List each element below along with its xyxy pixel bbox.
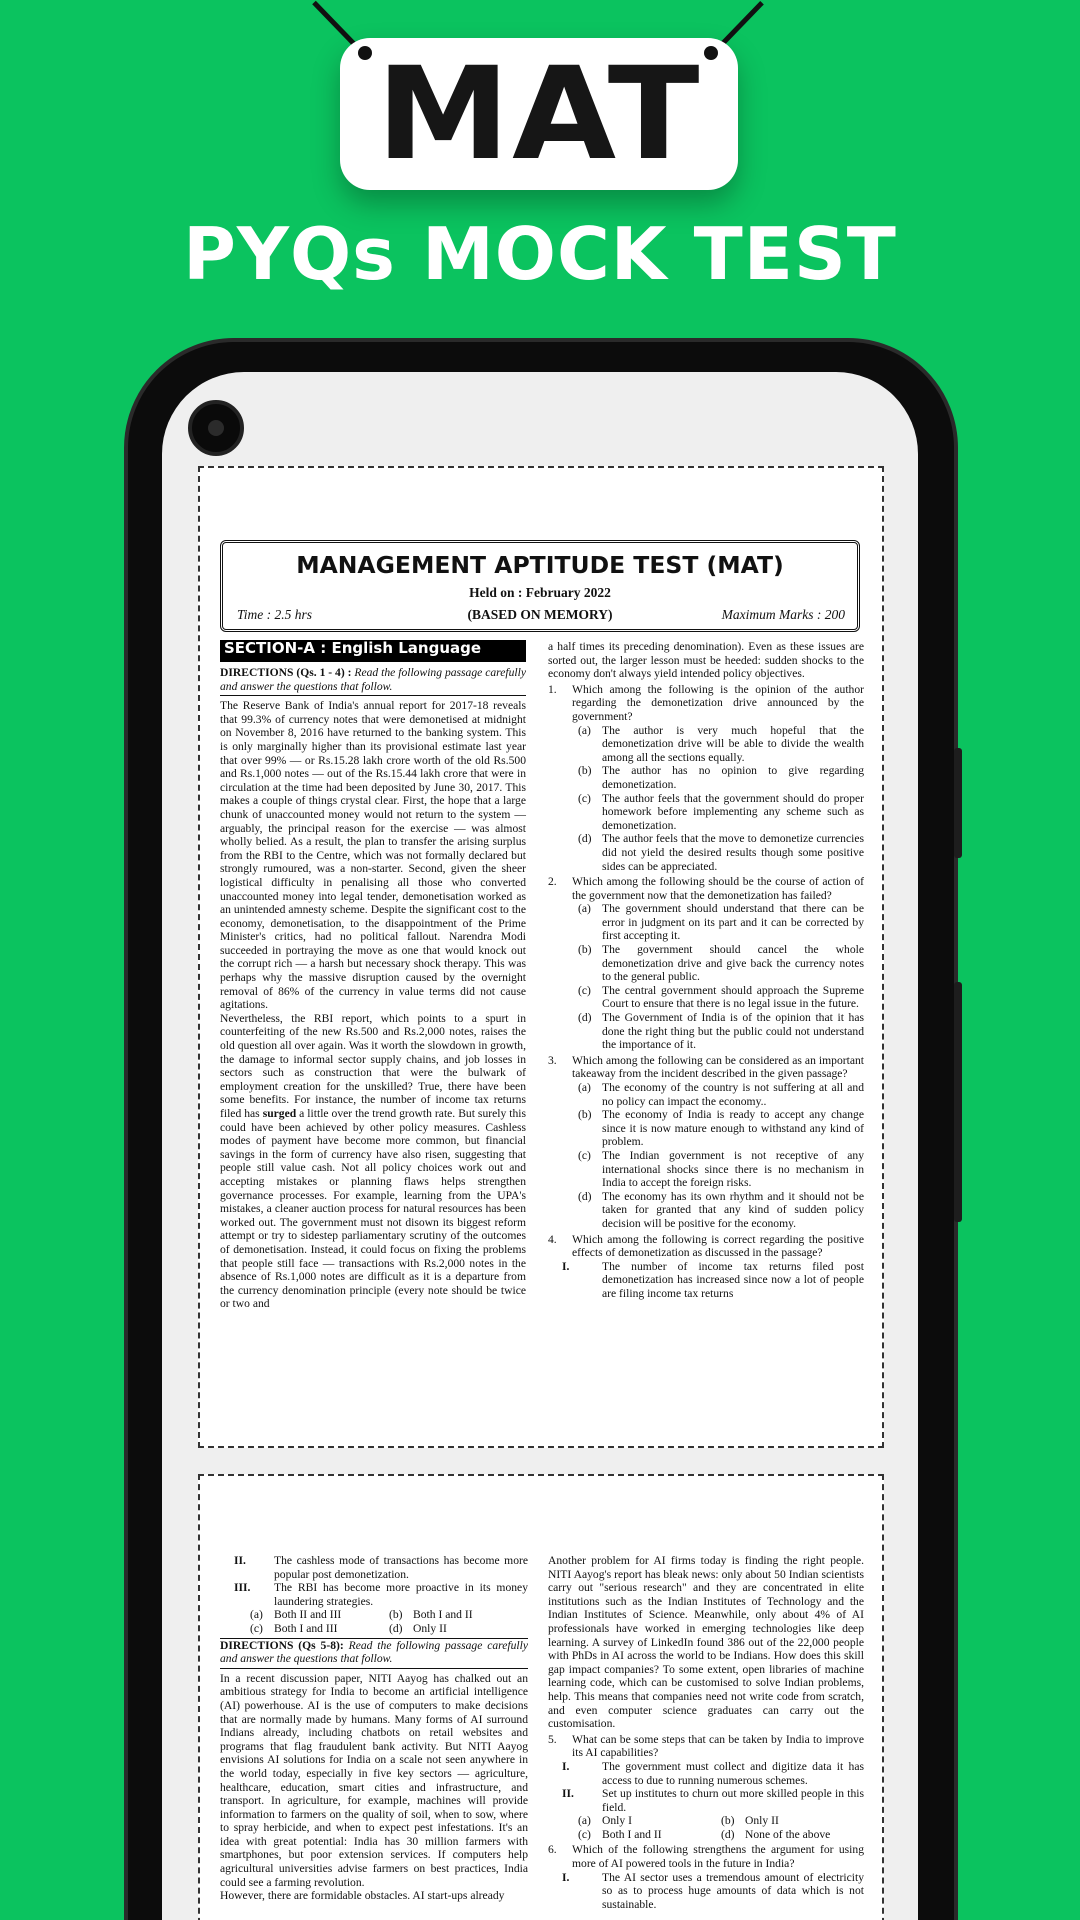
page2-left-column	[220, 1554, 528, 1903]
option-text: Both I and III	[274, 1621, 338, 1635]
option-label: (c)	[578, 983, 591, 997]
option-label: (d)	[721, 1827, 735, 1841]
option-text: The economy has its own rhythm and it should not be taken for granted that any kind of sudden policy decision will be positive for the economy.	[602, 1189, 864, 1230]
option-label: (b)	[578, 1108, 592, 1122]
statement-label: III.	[234, 1581, 251, 1595]
answer-option[interactable]	[389, 1608, 528, 1622]
passage-text: Nevertheless, the RBI report, which points to a spurt in counterfeiting of the new Rs.500 and Rs.2,000 notes, raises the old question all over again. Was it worth the slowdown in growth, the damage to informal sector supply chains, and job losses in sectors such as construction that were the bulwark of employment creation for the unskilled? True, there have been some benefits. For instance, the number of income tax returns filed has	[220, 1011, 526, 1120]
question-text: Which among the following is the opinion of the author regarding the demonetization drive announced by the government?	[572, 682, 864, 723]
page1-left-column	[220, 640, 526, 1311]
statement-label: I.	[562, 1870, 570, 1884]
document-page-1[interactable]	[198, 466, 884, 1448]
banner-subtitle: PYQs MOCK TEST	[183, 212, 897, 296]
question-text: Which among the following is correct regarding the positive effects of demonetization as discussed in the passage?	[572, 1232, 864, 1260]
exam-max-marks: Maximum Marks : 200	[721, 607, 845, 622]
answer-option[interactable]	[548, 1149, 864, 1190]
statement-text: Set up institutes to churn out more skilled people in this field.	[602, 1787, 864, 1814]
statement-text: The RBI has become more proactive in its money laundering strategies.	[274, 1581, 528, 1608]
question-list	[548, 683, 864, 1231]
option-label: (a)	[250, 1608, 263, 1622]
directions	[220, 666, 526, 696]
section-heading: SECTION-A : English Language	[220, 640, 526, 662]
option-text: None of the above	[745, 1827, 831, 1841]
passage-paragraph: The Reserve Bank of India's annual report for 2017-18 reveals that 99.3% of currency notes that were demonetised at midnight on November 8, 2016 have returned to the banking system. This is only marginally higher than its provisional estimate last year that over 99% — or Rs.15.28 lakh crore worth of the old Rs.500 and Rs.1,000 notes — out of the Rs.15.44 lakh crore that were in circulation at the time had been deposited by June 30, 2017. This makes a couple of things crystal clear. First, the hope that a large chunk of unaccounted money would not return to the system — arguably, the principal reason for the exercise — was almost wholly belied. As a result, the plan to transfer the arising surplus from the RBI to the Centre, which was not formally declared but strongly rumoured, was a non-starter. Second, given the sheer logistical difficulty in penalising all those who converted unaccounted money into legal tender, demonetisation worked as an unintended amnesty scheme. Despite the significant cost to the economy, demonetisation, to the disappointment of the Prime Minister's critics, had no political fallout. Narendra Modi succeeded in portraying the move as one that would knock out the corrupt rich — a harsh but necessary shock therapy. This was perhaps why the massive disruption caused by the overnight removal of 86% of the currency in value terms did not cause agitations.	[220, 699, 526, 1012]
option-text: Only II	[413, 1621, 447, 1635]
option-label: (d)	[578, 1011, 592, 1025]
exam-held-on: Held on : February 2022	[469, 585, 611, 600]
answer-options	[220, 1608, 528, 1635]
question-number: 5.	[548, 1732, 557, 1746]
option-label: (a)	[578, 1814, 591, 1828]
statement-label: II.	[234, 1554, 246, 1567]
exam-based-on: (BASED ON MEMORY)	[467, 607, 613, 622]
statement-text: The AI sector uses a tremendous amount of electricity so as to process huge amounts of data which is not sustainable.	[602, 1870, 864, 1911]
passage-continuation: a half times its preceding denomination). Even as these issues are sorted out, the larger lesson must be heeded: sudden shocks to the economy don't always yield intended policy objectives.	[548, 640, 864, 681]
option-label: (c)	[578, 1148, 591, 1162]
option-text: Only II	[745, 1814, 779, 1828]
question-number: 4.	[548, 1232, 557, 1246]
question-6	[548, 1843, 864, 1911]
banner-title: MAT	[376, 39, 702, 189]
option-text: Both I and II	[413, 1608, 473, 1622]
option-label: (b)	[578, 943, 592, 957]
answer-option[interactable]	[548, 832, 864, 873]
question-2	[548, 875, 864, 1052]
statement-text: The number of income tax returns filed post demonetization has increased since now a lot of people are filing income tax returns	[602, 1259, 864, 1300]
answer-option[interactable]	[548, 764, 864, 791]
passage-bold-word: surged	[262, 1107, 297, 1120]
option-label: (d)	[389, 1621, 403, 1635]
option-label: (d)	[578, 1189, 592, 1203]
question-number: 6.	[548, 1843, 557, 1857]
question-5	[548, 1733, 864, 1842]
statement-text: The cashless mode of transactions has become more popular post demonetization.	[274, 1554, 528, 1581]
statement-text: The government must collect and digitize data it has access to due to running numerous schemes.	[602, 1759, 864, 1787]
answer-option[interactable]	[578, 1828, 721, 1842]
answer-option[interactable]	[548, 902, 864, 943]
statement-label: I.	[562, 1259, 570, 1273]
option-text: The Government of India is of the opinion that it has done the right thing but the public could not understand the importance of it.	[602, 1011, 864, 1052]
sign-pin-right	[704, 46, 718, 60]
answer-option[interactable]	[721, 1828, 864, 1842]
question-text: Which among the following should be the course of action of the government now that the demonetization has failed?	[572, 875, 864, 902]
passage-text: a little over the trend growth rate. But surely this could have been achieved by other policy measures. Cashless modes of payment have become more common, but financial savings in the form of currency have also risen, suggesting that people still value cash. Not all policy choices work out and accepting mistakes or planning flaws helps strengthen governance processes. For example, learning from the UPA's mistakes, a cleaner auction process for natural resources has been worked out. The government must not disown its biggest reform attempt or try to sidestep parliamentary scrutiny of the outcomes of demonetisation. Instead, it could focus on fixing the problems that people still face — transactions with Rs.2,000 notes in the absence of Rs.1,000 notes are difficult as it is a departure from the currency denomination principle (every note should be twice or two and	[220, 1107, 527, 1311]
statement-label: II.	[562, 1787, 574, 1801]
answer-option[interactable]	[548, 984, 864, 1011]
answer-option[interactable]	[548, 1011, 864, 1052]
option-text: Both II and III	[274, 1608, 342, 1622]
sign-pin-left	[358, 46, 372, 60]
option-label: (b)	[578, 764, 592, 778]
option-text: The author has no opinion to give regarding demonetization.	[602, 764, 864, 791]
option-label: (a)	[578, 723, 591, 737]
passage-paragraph: Another problem for AI firms today is finding the right people. NITI Aayog's report has bleak news: only about 50 Indian scientists carry out "serious research" and they are concentrated in elite institutions such as the Indian Institutes of Technology and the Indian Institutes of Science. Meanwhile, only about 4% of AI professionals have worked in emerging technologies like deep learning. A survey of LinkedIn found 386 out of the 22,000 people with PhDs in AI across the world to be Indians. How does this skill gap impact companies? To some extent, open libraries of machine learning code, which can be customised to solve Indian problems, help. This means that companies need not write code from scratch, and even computer science graduates can carry out the customisation.	[548, 1554, 864, 1731]
answer-option[interactable]	[548, 1081, 864, 1108]
option-text: The government should understand that there can be error in judgment on its part and it can be corrected by first accepting it.	[602, 902, 864, 943]
answer-option[interactable]	[250, 1622, 389, 1636]
question-number: 3.	[548, 1053, 557, 1067]
statement-label: I.	[562, 1759, 570, 1773]
answer-option[interactable]	[548, 1108, 864, 1149]
front-camera-icon	[188, 400, 244, 456]
option-label: (c)	[578, 791, 591, 805]
answer-option[interactable]	[578, 1814, 721, 1828]
exam-title-box	[220, 540, 860, 632]
answer-option[interactable]	[721, 1814, 864, 1828]
option-text: The author feels that the government should do proper homework before implementing any scheme such as demonetization.	[602, 791, 864, 832]
option-text: The government should cancel the whole demonetization drive and give back the currency notes to the general public.	[602, 943, 864, 984]
option-text: The author is very much hopeful that the demonetization drive will be able to divide the wealth among all the sections equally.	[602, 723, 864, 764]
option-text: The economy of the country is not suffering at all and no policy can impact the economy..	[602, 1081, 864, 1108]
directions-label: DIRECTIONS (Qs 5-8):	[220, 1638, 344, 1652]
passage-paragraph: However, there are formidable obstacles. AI start-ups already	[220, 1889, 505, 1903]
passage-paragraph: In a recent discussion paper, NITI Aayog has chalked out an ambitious strategy for India to become an artificial intelligence (AI) powerhouse. AI is the use of computers to make decisions that are normally made by humans. Many forms of AI surround Indians already, including chatbots on retail websites and programs that flag fraudulent bank activity. But NITI Aayog envisions AI solutions for India on a scale not seen anywhere in the world today, especially in five key sectors — agriculture, healthcare, education, smart cities and infrastructure, and transport. In agriculture, for example, machines will provide information to farmers on the quality of soil, when to sow, where to spray herbicide, and when to expect pest infestations. It's an idea with great potential: India has 30 million farmers with smartphones, but poor extension services. If computers help agricultural universities advise farmers on best practices, India could see a farming revolution.	[220, 1671, 528, 1889]
page1-right-column	[548, 640, 864, 1301]
directions-text: Read the following passage carefully and answer the questions that follow.	[220, 1638, 528, 1666]
answer-option[interactable]	[548, 1190, 864, 1231]
option-label: (d)	[578, 832, 592, 846]
question-text: Which among the following can be considered as an important takeaway from the incident described in the given passage?	[572, 1053, 864, 1081]
answer-option[interactable]	[548, 943, 864, 984]
answer-option[interactable]	[389, 1622, 528, 1636]
option-text: The author feels that the move to demonetize currencies did not yield the desired results though some positive sides can be appreciated.	[602, 832, 864, 873]
option-text: The economy of India is ready to accept any change since it is now mature enough to withstand any kind of problem.	[602, 1108, 864, 1149]
answer-option[interactable]	[548, 792, 864, 833]
option-text: The Indian government is not receptive of any international shocks since there is no mechanism in India to accept the foreign risks.	[602, 1148, 864, 1190]
option-text: The central government should approach the Supreme Court to ensure that there is no legal issue in the future.	[602, 983, 864, 1011]
option-label: (c)	[250, 1621, 263, 1635]
question-3	[548, 1054, 864, 1231]
question-text: Which of the following strengthens the argument for using more of AI powered tools in the future in India?	[572, 1843, 864, 1871]
question-4	[548, 1233, 864, 1301]
passage-paragraph	[220, 1012, 526, 1311]
question-number: 1.	[548, 682, 557, 696]
page2-right-column	[548, 1554, 864, 1911]
answer-option[interactable]	[250, 1608, 389, 1622]
option-label: (a)	[578, 902, 591, 916]
phone-volume-button	[954, 982, 962, 1222]
directions-text: Read the following passage carefully and answer the questions that follow.	[220, 666, 526, 693]
option-label: (c)	[578, 1827, 591, 1841]
answer-option[interactable]	[548, 724, 864, 765]
option-text: Only I	[602, 1814, 632, 1828]
exam-title: MANAGEMENT APTITUDE TEST (MAT)	[296, 551, 784, 579]
hanging-sign	[340, 38, 738, 190]
document-page-2[interactable]	[198, 1474, 884, 1920]
directions	[220, 1638, 528, 1669]
question-text: What can be some steps that can be taken by India to improve its AI capabilities?	[572, 1732, 864, 1760]
question-1	[548, 683, 864, 873]
option-label: (b)	[721, 1814, 735, 1828]
exam-time: Time : 2.5 hrs	[237, 607, 313, 622]
option-label: (a)	[578, 1081, 591, 1094]
answer-options	[548, 1814, 864, 1841]
option-label: (b)	[389, 1608, 403, 1622]
question-number: 2.	[548, 875, 557, 889]
directions-label: DIRECTIONS (Qs. 1 - 4) :	[220, 666, 352, 679]
phone-side-button	[954, 748, 962, 858]
option-text: Both I and II	[602, 1827, 662, 1841]
